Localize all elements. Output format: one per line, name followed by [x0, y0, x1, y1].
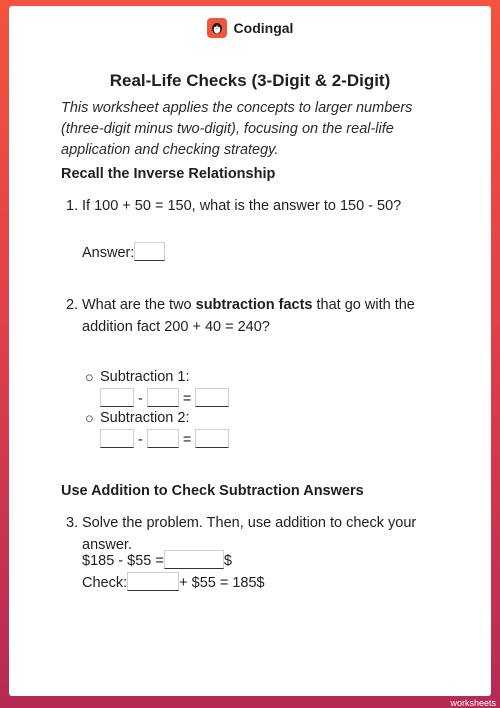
- minus-sign: -: [138, 432, 143, 448]
- question-text-bold: subtraction facts: [195, 297, 313, 313]
- check-suffix: + $55 = 185$: [179, 575, 265, 591]
- question-text: [82, 294, 457, 338]
- bullet-icon: ○: [85, 370, 94, 386]
- equals-sign: =: [182, 391, 192, 407]
- page-title: Real-Life Checks (3-Digit & 2-Digit): [109, 71, 391, 90]
- subtraction-1-label: Subtraction 1:: [100, 369, 190, 385]
- question-text: If 100 + 50 = 150, what is the answer to 150 - 50?: [82, 198, 402, 214]
- check-answer-input[interactable]: [127, 572, 179, 591]
- question-text-part: What are the two: [82, 297, 196, 313]
- intro-text: This worksheet applies the concepts to larger numbers (three-digit minus two-digit), focusing on the real-life application and checking strategy.: [61, 100, 413, 158]
- solve-prefix: $185 - $55 =: [82, 553, 164, 569]
- question-text-part: that go with the addition fact 200 + 40 = 240?: [82, 297, 415, 335]
- question-number: 2.: [66, 297, 79, 313]
- footer-logo-top: TOP: [465, 691, 482, 698]
- penguin-icon: [207, 18, 227, 38]
- solve-answer-input[interactable]: [164, 550, 224, 569]
- equals-sign: =: [182, 432, 192, 448]
- brand-name: Codingal: [233, 20, 294, 36]
- solve-row: [82, 550, 232, 569]
- answer-row: [82, 242, 165, 261]
- subtraction-1-subtrahend-input[interactable]: [147, 388, 179, 407]
- topworksheets-logo: [450, 691, 496, 707]
- answer-label: Answer:: [82, 245, 135, 261]
- question-number: 1.: [66, 198, 79, 214]
- subtraction-1-difference-input[interactable]: [195, 388, 229, 407]
- bullet-icon: ○: [85, 411, 94, 427]
- footer-logo-worksheets: worksheets: [450, 698, 496, 708]
- subtraction-1-row: [100, 388, 229, 407]
- question-text: Solve the problem. Then, use addition to check your answer.: [82, 515, 417, 553]
- solve-suffix: $: [223, 553, 232, 569]
- section-heading-check: Use Addition to Check Subtraction Answers: [61, 483, 364, 499]
- minus-sign: -: [138, 391, 143, 407]
- answer-input[interactable]: [134, 242, 165, 261]
- subtraction-2-row: [100, 429, 229, 448]
- section-heading-inverse: Recall the Inverse Relationship: [61, 166, 276, 182]
- brand-header: [9, 18, 491, 38]
- check-row: [82, 572, 265, 591]
- subtraction-2-difference-input[interactable]: [195, 429, 229, 448]
- check-prefix: Check:: [82, 575, 128, 591]
- subtraction-1-minuend-input[interactable]: [100, 388, 134, 407]
- subtraction-2-label: Subtraction 2:: [100, 410, 190, 426]
- question-number: 3.: [66, 515, 79, 531]
- subtraction-2-minuend-input[interactable]: [100, 429, 134, 448]
- worksheet-sheet: [9, 6, 491, 696]
- subtraction-2-subtrahend-input[interactable]: [147, 429, 179, 448]
